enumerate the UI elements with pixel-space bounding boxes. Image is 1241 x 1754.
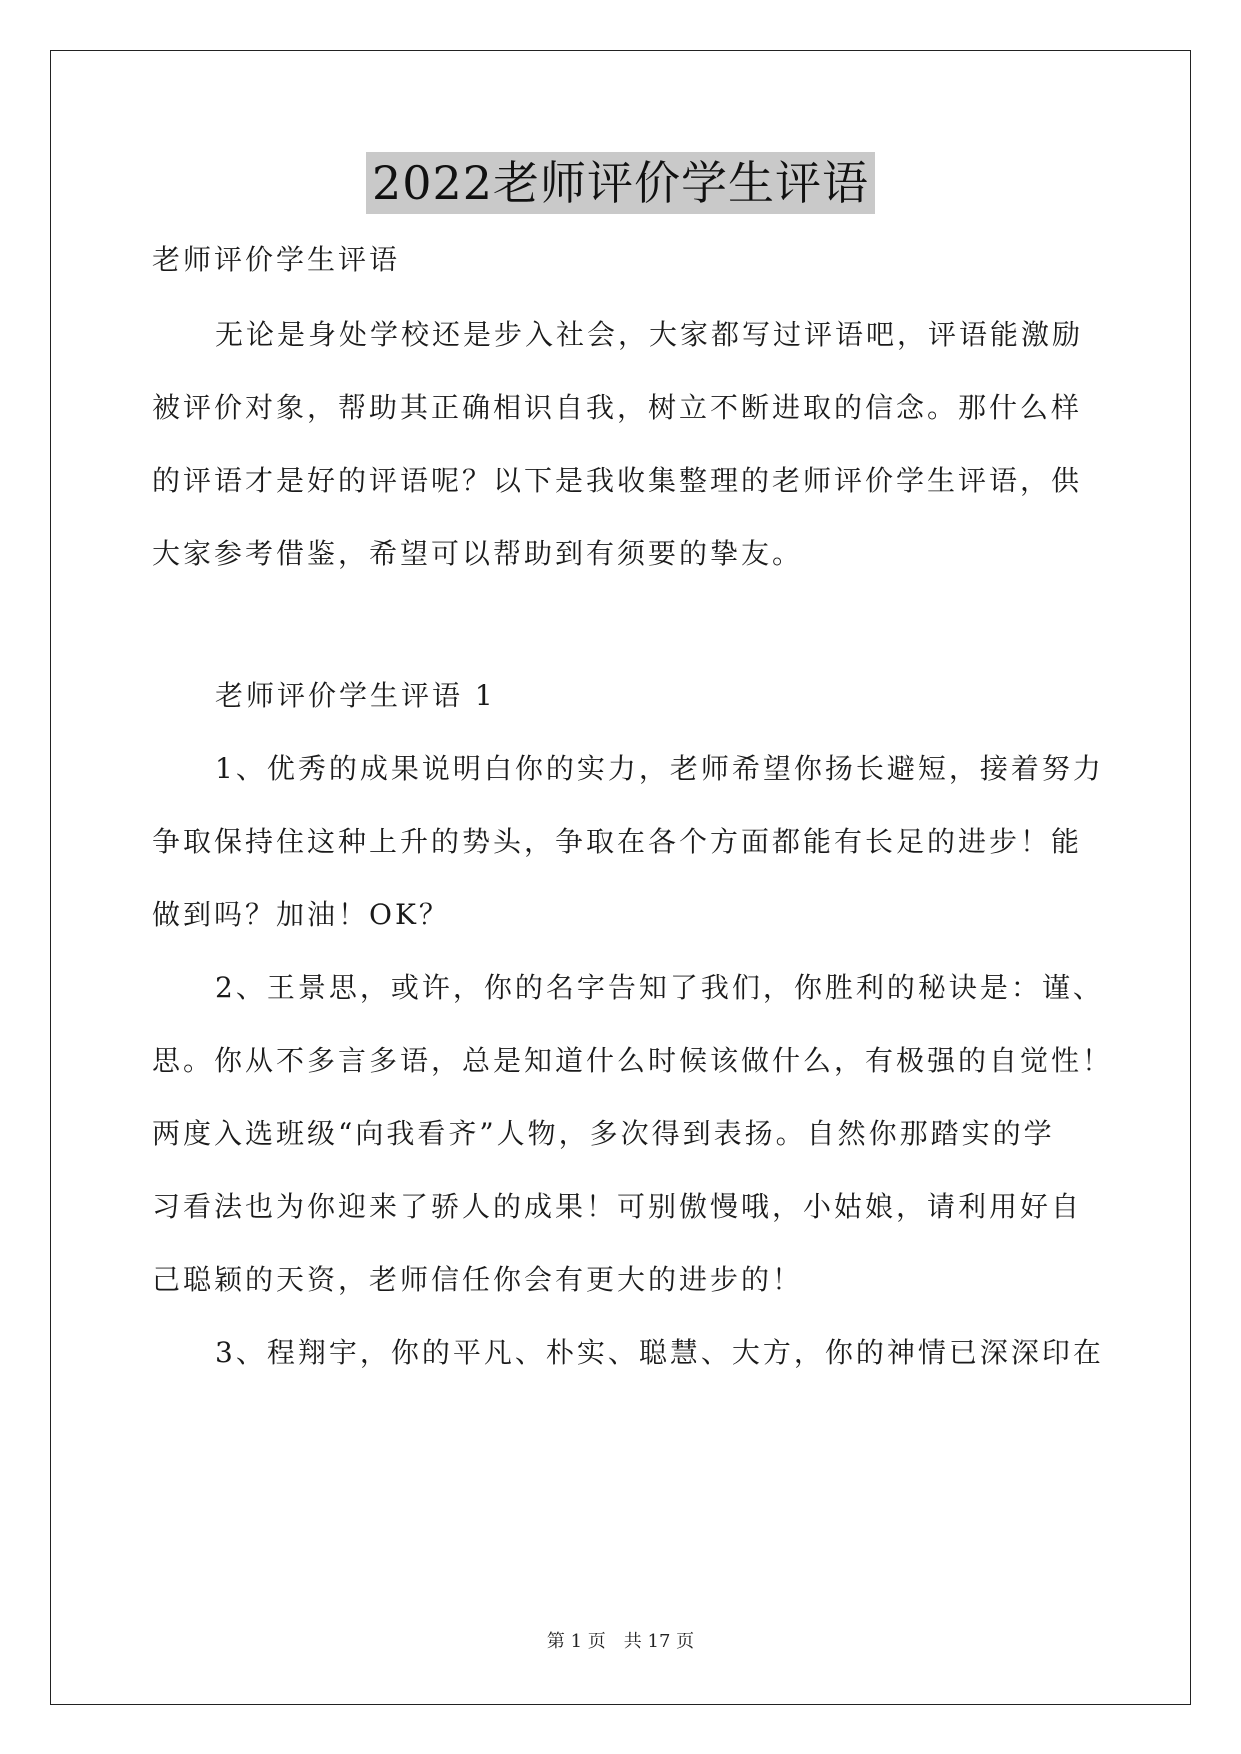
page-border (50, 50, 1191, 1705)
paragraph-line: 习看法也为你迎来了骄人的成果！可别傲慢哦，小姑娘，请利用好自 (152, 1190, 1083, 1223)
paragraph-line: 被评价对象，帮助其正确相识自我，树立不断进取的信念。那什么样 (152, 391, 1083, 424)
paragraph-line: 思。你从不多言多语，总是知道什么时候该做什么，有极强的自觉性！ (152, 1044, 1114, 1077)
paragraph-line: 做到吗？加油！OK？ (152, 898, 450, 931)
paragraph-line: 两度入选班级“向我看齐”人物，多次得到表扬。自然你那踏实的学 (152, 1117, 1055, 1150)
document-title: 2022老师评价学生评语 (366, 152, 875, 214)
paragraph-line: 1、优秀的成果说明白你的实力，老师希望你扬长避短，接着努力 (215, 752, 1104, 785)
paragraph-line: 无论是身处学校还是步入社会，大家都写过评语吧，评语能激励 (215, 318, 1084, 351)
paragraph-line: 争取保持住这种上升的势头，争取在各个方面都能有长足的进步！能 (152, 825, 1083, 858)
paragraph-line: 2、王景思，或许，你的名字告知了我们，你胜利的秘诀是：谨、 (215, 971, 1104, 1004)
subtitle: 老师评价学生评语 (152, 243, 401, 276)
title-container (0, 152, 1241, 214)
paragraph-line: 的评语才是好的评语呢？以下是我收集整理的老师评价学生评语，供 (152, 464, 1083, 497)
paragraph-line: 3、程翔宇，你的平凡、朴实、聪慧、大方，你的神情已深深印在 (215, 1336, 1104, 1369)
paragraph-line: 己聪颖的天资，老师信任你会有更大的进步的！ (152, 1263, 804, 1296)
page-footer: 第 1 页 共 17 页 (546, 1631, 695, 1652)
paragraph-line: 大家参考借鉴，希望可以帮助到有须要的挚友。 (152, 537, 804, 570)
section-heading: 老师评价学生评语 1 (215, 679, 496, 712)
